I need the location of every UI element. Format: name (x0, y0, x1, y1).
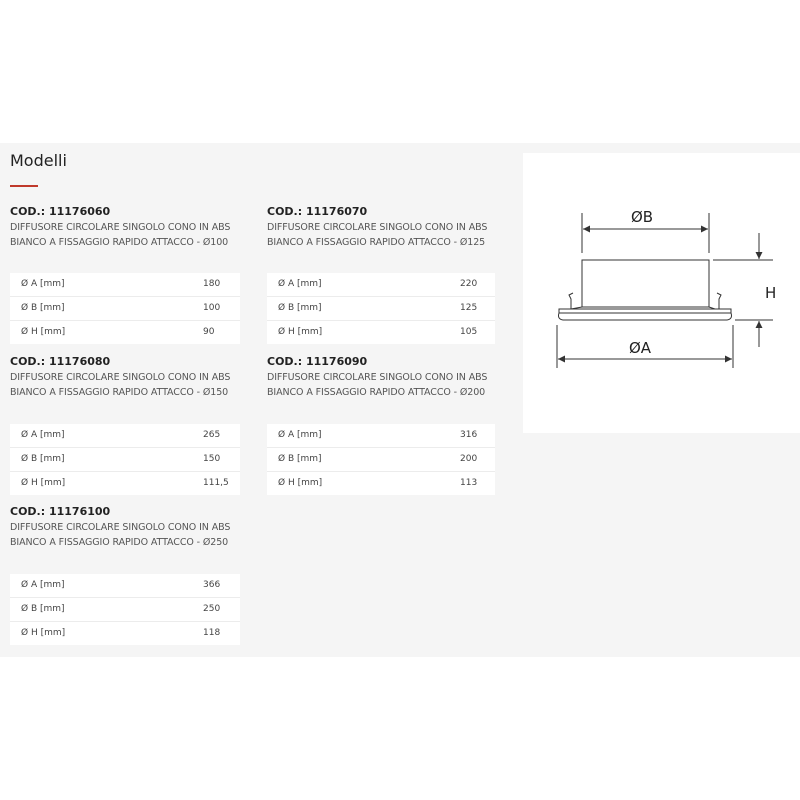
diffuser-drawing (523, 153, 800, 433)
spec-label: Ø A [mm] (278, 279, 322, 289)
spec-row (267, 297, 495, 321)
model-code: COD.: 11176070 (267, 205, 368, 218)
dimension-diagram (523, 153, 800, 433)
spec-row (10, 598, 240, 622)
model-code: COD.: 11176080 (10, 355, 111, 368)
spec-label: Ø B [mm] (278, 303, 322, 313)
spec-value: 100 (203, 303, 221, 313)
spec-label: Ø B [mm] (21, 604, 65, 614)
spec-table (10, 574, 240, 645)
spec-value: 180 (203, 279, 221, 289)
model-code: COD.: 11176100 (10, 505, 111, 518)
spec-value: 105 (460, 327, 478, 337)
spec-table (267, 424, 495, 495)
spec-row (10, 424, 240, 448)
spec-row (267, 448, 495, 472)
model-description: DIFFUSORE CIRCOLARE SINGOLO CONO IN ABS BIANCO A FISSAGGIO RAPIDO ATTACCO - Ø250 (10, 522, 231, 548)
title-accent-rule (10, 185, 38, 187)
diffuser-flange (559, 309, 731, 313)
spec-value: 200 (460, 454, 478, 464)
clip-right (717, 293, 721, 309)
spec-value: 113 (460, 478, 478, 488)
spec-table (10, 273, 240, 344)
model-description: DIFFUSORE CIRCOLARE SINGOLO CONO IN ABS BIANCO A FISSAGGIO RAPIDO ATTACCO - Ø150 (10, 372, 231, 398)
spec-table (10, 424, 240, 495)
clip-left (569, 293, 573, 309)
spec-value: 220 (460, 279, 478, 289)
diffuser-face (559, 313, 732, 320)
spec-value: 265 (203, 430, 221, 440)
label-a: ØA (629, 339, 652, 357)
spec-table (267, 273, 495, 344)
spec-row (10, 574, 240, 598)
spec-row (267, 472, 495, 495)
spec-value: 90 (203, 327, 215, 337)
diffuser-neck (582, 260, 709, 307)
label-b: ØB (631, 208, 654, 226)
spec-row (10, 448, 240, 472)
spec-value: 150 (203, 454, 221, 464)
spec-label: Ø H [mm] (21, 327, 66, 337)
section-title: Modelli (10, 151, 67, 170)
spec-value: 316 (460, 430, 478, 440)
spec-label: Ø A [mm] (278, 430, 322, 440)
model-card (267, 355, 497, 400)
spec-row (267, 321, 495, 344)
spec-label: Ø A [mm] (21, 279, 65, 289)
spec-label: Ø A [mm] (21, 580, 65, 590)
spec-label: Ø A [mm] (21, 430, 65, 440)
model-description: DIFFUSORE CIRCOLARE SINGOLO CONO IN ABS BIANCO A FISSAGGIO RAPIDO ATTACCO - Ø125 (267, 222, 488, 248)
spec-label: Ø B [mm] (21, 454, 65, 464)
spec-value: 125 (460, 303, 478, 313)
spec-value: 250 (203, 604, 221, 614)
spec-value: 118 (203, 628, 221, 638)
spec-row (267, 424, 495, 448)
spec-value: 111,5 (203, 478, 229, 488)
model-card (10, 355, 240, 400)
model-card (10, 505, 240, 550)
spec-value: 366 (203, 580, 221, 590)
model-code: COD.: 11176090 (267, 355, 368, 368)
spec-label: Ø H [mm] (21, 628, 66, 638)
spec-row (10, 472, 240, 495)
model-card (10, 205, 240, 250)
spec-row (10, 297, 240, 321)
model-card (267, 205, 497, 250)
spec-row (10, 622, 240, 645)
spec-label: Ø H [mm] (278, 327, 323, 337)
model-code: COD.: 11176060 (10, 205, 111, 218)
spec-label: Ø B [mm] (278, 454, 322, 464)
spec-label: Ø H [mm] (21, 478, 66, 488)
spec-row (10, 321, 240, 344)
spec-label: Ø H [mm] (278, 478, 323, 488)
spec-label: Ø B [mm] (21, 303, 65, 313)
model-description: DIFFUSORE CIRCOLARE SINGOLO CONO IN ABS BIANCO A FISSAGGIO RAPIDO ATTACCO - Ø100 (10, 222, 231, 248)
model-description: DIFFUSORE CIRCOLARE SINGOLO CONO IN ABS BIANCO A FISSAGGIO RAPIDO ATTACCO - Ø200 (267, 372, 488, 398)
spec-row (267, 273, 495, 297)
spec-row (10, 273, 240, 297)
label-h: H (765, 284, 777, 302)
